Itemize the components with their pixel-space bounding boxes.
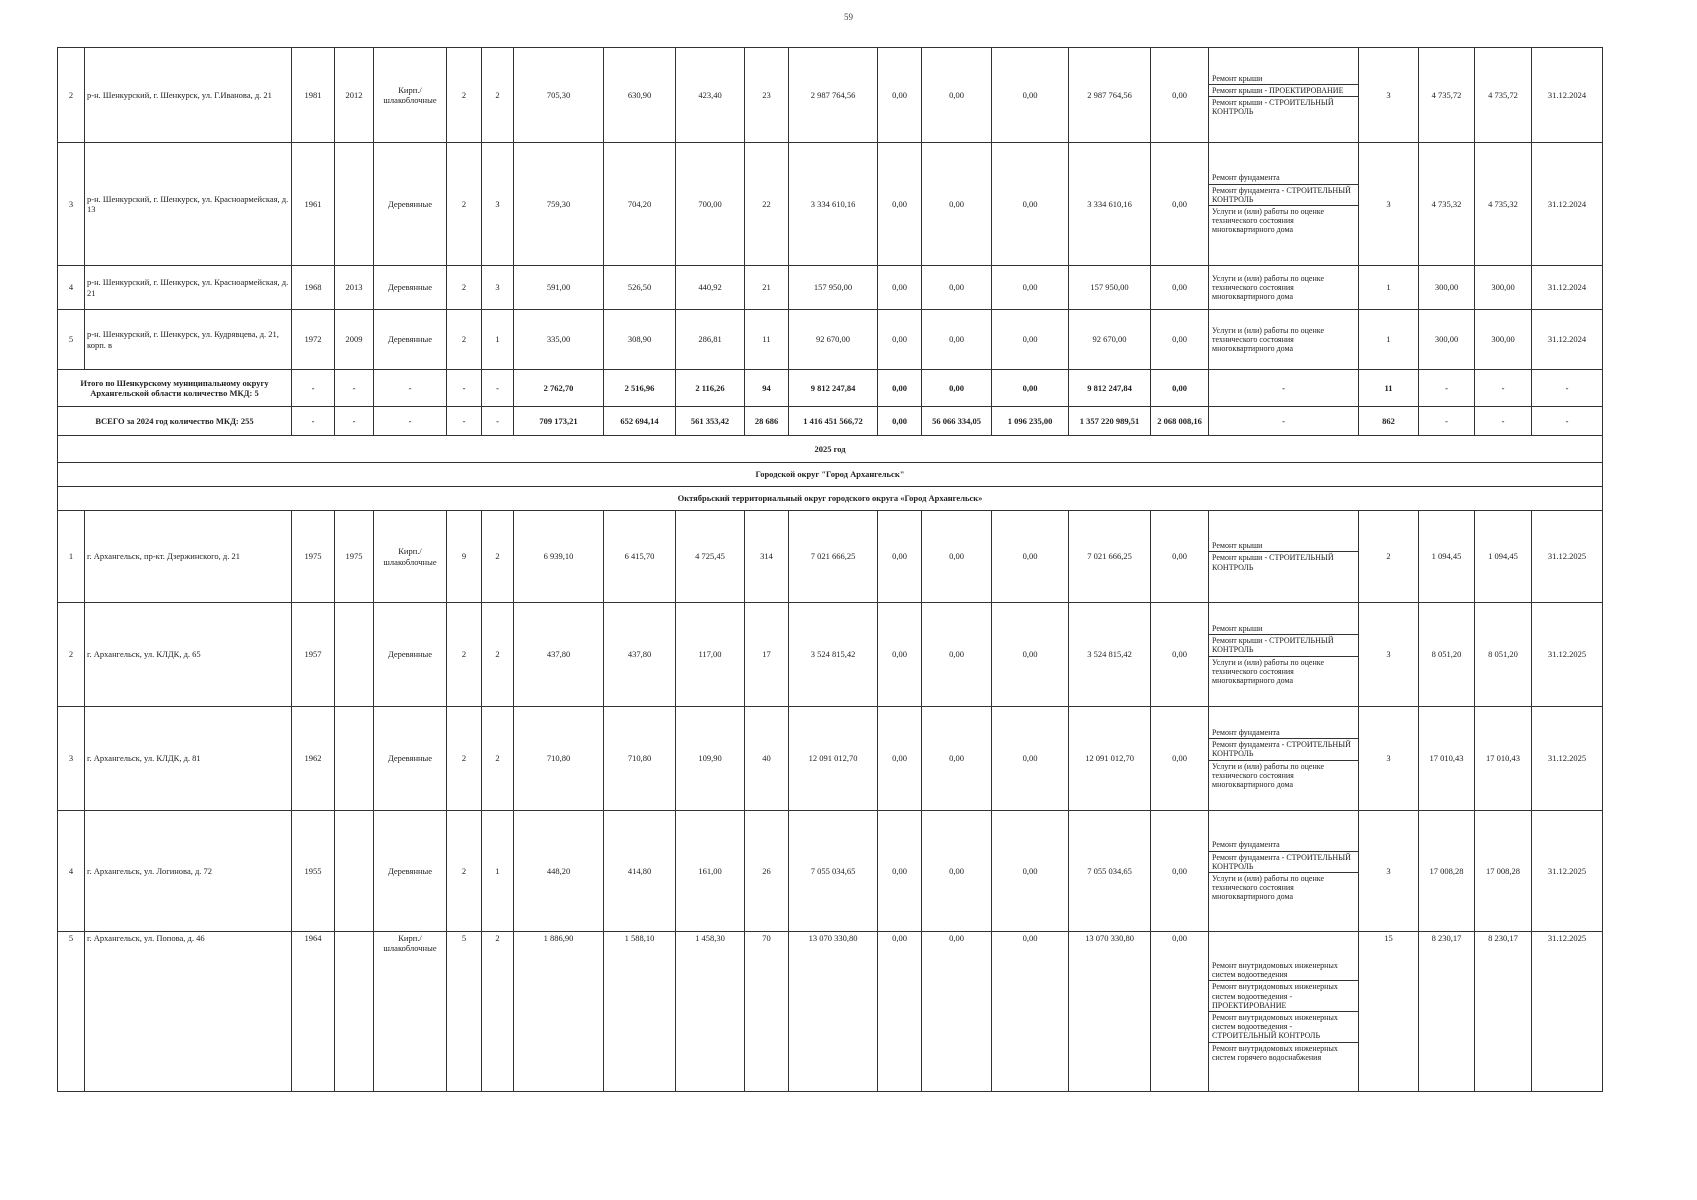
dash-cell: -	[292, 370, 335, 407]
dash-cell: -	[1532, 370, 1603, 407]
entrances-cell: 3	[482, 266, 514, 310]
residents-cell: 26	[745, 811, 789, 932]
deadline-cell: 31.12.2025	[1532, 932, 1603, 1092]
residents-cell: 28 686	[745, 407, 789, 436]
residents-cell: 70	[745, 932, 789, 1092]
limit-per-m2-cell: 4 735,32	[1475, 143, 1532, 266]
works-count-cell: 11	[1359, 370, 1419, 407]
cost-total-cell: 2 987 764,56	[789, 48, 878, 143]
year-band: 2025 год	[58, 436, 1603, 463]
dash-cell: -	[335, 407, 374, 436]
works-list	[1209, 172, 1358, 235]
fund-d-cell: 12 091 012,70	[1069, 707, 1151, 811]
total-row	[58, 407, 1603, 436]
row-number: 1	[58, 511, 85, 603]
dash-cell: -	[1475, 407, 1532, 436]
year-renovation-cell	[335, 932, 374, 1092]
deadline-cell: 31.12.2024	[1532, 143, 1603, 266]
table-row	[58, 48, 1603, 143]
cost-per-m2-cell: 300,00	[1419, 310, 1475, 370]
works-list	[1209, 727, 1358, 790]
work-item: Ремонт крыши - ПРОЕКТИРОВАНИЕ	[1209, 85, 1358, 97]
works-cell	[1209, 48, 1359, 143]
row-number: 3	[58, 707, 85, 811]
fund-d-cell: 3 334 610,16	[1069, 143, 1151, 266]
table-row	[58, 310, 1603, 370]
wall-material-cell: Деревянные	[374, 143, 447, 266]
cost-per-m2-cell: 4 735,72	[1419, 48, 1475, 143]
fund-b-cell: 0,00	[922, 707, 992, 811]
year-renovation-cell	[335, 603, 374, 707]
area-total-cell: 437,80	[514, 603, 604, 707]
row-number: 4	[58, 266, 85, 310]
fund-a-cell: 0,00	[878, 511, 922, 603]
work-item: Ремонт фундамента - СТРОИТЕЛЬНЫЙ КОНТРОЛЬ	[1209, 739, 1358, 760]
row-number: 5	[58, 932, 85, 1092]
table-row	[58, 811, 1603, 932]
fund-b-cell: 0,00	[922, 811, 992, 932]
floors-cell: 9	[447, 511, 482, 603]
wall-material-cell: Деревянные	[374, 266, 447, 310]
dash-cell: -	[292, 407, 335, 436]
area-living-cell: 526,50	[604, 266, 676, 310]
wall-material-cell: Деревянные	[374, 603, 447, 707]
cost-per-m2-cell: 300,00	[1419, 266, 1475, 310]
fund-b-cell: 0,00	[922, 370, 992, 407]
dash-cell: -	[1209, 370, 1359, 407]
limit-per-m2-cell: 300,00	[1475, 310, 1532, 370]
dash-cell: -	[1532, 407, 1603, 436]
table-row	[58, 266, 1603, 310]
cost-total-cell: 12 091 012,70	[789, 707, 878, 811]
year-built-cell: 1964	[292, 932, 335, 1092]
fund-c-cell: 0,00	[992, 811, 1069, 932]
works-count-cell: 3	[1359, 707, 1419, 811]
area-nonliving-cell: 440,92	[676, 266, 745, 310]
fund-b-cell: 0,00	[922, 603, 992, 707]
works-count-cell: 2	[1359, 511, 1419, 603]
year-renovation-cell: 2012	[335, 48, 374, 143]
cost-total-cell: 3 334 610,16	[789, 143, 878, 266]
deadline-cell: 31.12.2025	[1532, 707, 1603, 811]
year-built-cell: 1975	[292, 511, 335, 603]
fund-e-cell: 2 068 008,16	[1151, 407, 1209, 436]
work-item: Ремонт крыши - СТРОИТЕЛЬНЫЙ КОНТРОЛЬ	[1209, 635, 1358, 656]
deadline-cell: 31.12.2024	[1532, 266, 1603, 310]
work-item: Ремонт крыши	[1209, 73, 1358, 85]
work-item: Ремонт фундамента	[1209, 727, 1358, 739]
year-renovation-cell: 2009	[335, 310, 374, 370]
fund-a-cell: 0,00	[878, 143, 922, 266]
fund-e-cell: 0,00	[1151, 811, 1209, 932]
area-living-cell: 710,80	[604, 707, 676, 811]
area-nonliving-cell: 423,40	[676, 48, 745, 143]
area-living-cell: 308,90	[604, 310, 676, 370]
fund-e-cell: 0,00	[1151, 48, 1209, 143]
area-nonliving-cell: 2 116,26	[676, 370, 745, 407]
year-built-cell: 1957	[292, 603, 335, 707]
row-number: 2	[58, 48, 85, 143]
works-list	[1209, 325, 1358, 355]
floors-cell: 2	[447, 48, 482, 143]
address-cell: р-н. Шенкурский, г. Шенкурск, ул. Г.Иванова, д. 21	[85, 48, 292, 143]
wall-material-cell: Кирп./ шлакоблочные	[374, 932, 447, 1092]
fund-e-cell: 0,00	[1151, 310, 1209, 370]
floors-cell: 2	[447, 143, 482, 266]
deadline-cell: 31.12.2025	[1532, 511, 1603, 603]
fund-b-cell: 0,00	[922, 511, 992, 603]
work-item: Ремонт фундамента	[1209, 172, 1358, 184]
area-nonliving-cell: 117,00	[676, 603, 745, 707]
area-living-cell: 437,80	[604, 603, 676, 707]
address-cell: р-н. Шенкурский, г. Шенкурск, ул. Красноармейская, д. 13	[85, 143, 292, 266]
works-list	[1209, 540, 1358, 573]
fund-e-cell: 0,00	[1151, 511, 1209, 603]
dash-cell: -	[482, 407, 514, 436]
floors-cell: 2	[447, 811, 482, 932]
entrances-cell: 2	[482, 707, 514, 811]
dash-cell: -	[1419, 407, 1475, 436]
works-cell	[1209, 310, 1359, 370]
row-number: 5	[58, 310, 85, 370]
cost-total-cell: 1 416 451 566,72	[789, 407, 878, 436]
work-item: Ремонт фундамента	[1209, 839, 1358, 851]
address-cell: г. Архангельск, пр-кт. Дзержинского, д. 21	[85, 511, 292, 603]
work-item: Услуги и (или) работы по оценке технического состояния многоквартирного дома	[1212, 273, 1324, 302]
floors-cell: 2	[447, 707, 482, 811]
wall-material-cell: Деревянные	[374, 310, 447, 370]
area-nonliving-cell: 161,00	[676, 811, 745, 932]
entrances-cell: 1	[482, 310, 514, 370]
residents-cell: 40	[745, 707, 789, 811]
cost-per-m2-cell: 8 051,20	[1419, 603, 1475, 707]
address-cell: г. Архангельск, ул. Попова, д. 46	[85, 932, 292, 1092]
year-built-cell: 1972	[292, 310, 335, 370]
fund-a-cell: 0,00	[878, 370, 922, 407]
work-item: Ремонт крыши	[1209, 540, 1358, 552]
works-count-cell: 862	[1359, 407, 1419, 436]
deadline-cell: 31.12.2024	[1532, 48, 1603, 143]
works-list	[1209, 73, 1358, 118]
works-list	[1209, 273, 1358, 303]
cost-per-m2-cell: 4 735,32	[1419, 143, 1475, 266]
work-item: Услуги и (или) работы по оценке технического состояния многоквартирного дома	[1212, 761, 1324, 789]
area-living-cell: 630,90	[604, 48, 676, 143]
fund-b-cell: 0,00	[922, 143, 992, 266]
works-count-cell: 3	[1359, 143, 1419, 266]
works-cell	[1209, 932, 1359, 1092]
fund-a-cell: 0,00	[878, 603, 922, 707]
works-list	[1209, 960, 1358, 1063]
district-band: Октябрьский территориальный округ городского округа «Город Архангельск»	[58, 487, 1603, 511]
works-list	[1209, 839, 1358, 902]
cost-total-cell: 7 055 034,65	[789, 811, 878, 932]
area-total-cell: 2 762,70	[514, 370, 604, 407]
limit-per-m2-cell: 4 735,72	[1475, 48, 1532, 143]
dash-cell: -	[1209, 407, 1359, 436]
section-band-row	[58, 487, 1603, 511]
fund-b-cell: 0,00	[922, 932, 992, 1092]
residents-cell: 11	[745, 310, 789, 370]
fund-c-cell: 0,00	[992, 48, 1069, 143]
fund-a-cell: 0,00	[878, 48, 922, 143]
fund-c-cell: 0,00	[992, 932, 1069, 1092]
work-item: Ремонт крыши - СТРОИТЕЛЬНЫЙ КОНТРОЛЬ	[1212, 98, 1334, 117]
fund-a-cell: 0,00	[878, 707, 922, 811]
table-row	[58, 143, 1603, 266]
fund-a-cell: 0,00	[878, 932, 922, 1092]
limit-per-m2-cell: 8 230,17	[1475, 932, 1532, 1092]
work-item: Ремонт внутридомовых инженерных систем водоотведения - СТРОИТЕЛЬНЫЙ КОНТРОЛЬ	[1209, 1012, 1358, 1043]
limit-per-m2-cell: 1 094,45	[1475, 511, 1532, 603]
works-list	[1209, 623, 1358, 686]
fund-d-cell: 9 812 247,84	[1069, 370, 1151, 407]
cost-total-cell: 9 812 247,84	[789, 370, 878, 407]
address-cell: г. Архангельск, ул. Логинова, д. 72	[85, 811, 292, 932]
floors-cell: 2	[447, 603, 482, 707]
limit-per-m2-cell: 300,00	[1475, 266, 1532, 310]
works-cell	[1209, 143, 1359, 266]
table-row	[58, 603, 1603, 707]
works-cell	[1209, 266, 1359, 310]
area-nonliving-cell: 1 458,30	[676, 932, 745, 1092]
dash-cell: -	[1419, 370, 1475, 407]
residents-cell: 23	[745, 48, 789, 143]
fund-c-cell: 0,00	[992, 310, 1069, 370]
year-renovation-cell: 1975	[335, 511, 374, 603]
works-count-cell: 1	[1359, 310, 1419, 370]
area-living-cell: 6 415,70	[604, 511, 676, 603]
dash-cell: -	[482, 370, 514, 407]
area-living-cell: 652 694,14	[604, 407, 676, 436]
fund-b-cell: 0,00	[922, 266, 992, 310]
floors-cell: 2	[447, 266, 482, 310]
row-number: 3	[58, 143, 85, 266]
floors-cell: 2	[447, 310, 482, 370]
works-count-cell: 3	[1359, 811, 1419, 932]
fund-c-cell: 1 096 235,00	[992, 407, 1069, 436]
wall-material-cell: Кирп./ шлакоблочные	[374, 48, 447, 143]
works-cell	[1209, 511, 1359, 603]
fund-b-cell: 0,00	[922, 48, 992, 143]
works-count-cell: 1	[1359, 266, 1419, 310]
fund-d-cell: 3 524 815,42	[1069, 603, 1151, 707]
area-living-cell: 414,80	[604, 811, 676, 932]
work-item: Услуги и (или) работы по оценке технического состояния многоквартирного дома	[1212, 874, 1324, 902]
dash-cell: -	[447, 407, 482, 436]
works-count-cell: 3	[1359, 603, 1419, 707]
residents-cell: 94	[745, 370, 789, 407]
year-renovation-cell	[335, 707, 374, 811]
deadline-cell: 31.12.2024	[1532, 310, 1603, 370]
work-item: Услуги и (или) работы по оценке технического состояния многоквартирного дома	[1212, 325, 1324, 354]
limit-per-m2-cell: 8 051,20	[1475, 603, 1532, 707]
area-living-cell: 1 588,10	[604, 932, 676, 1092]
residents-cell: 314	[745, 511, 789, 603]
row-number: 2	[58, 603, 85, 707]
entrances-cell: 2	[482, 932, 514, 1092]
fund-e-cell: 0,00	[1151, 143, 1209, 266]
section-band-row	[58, 436, 1603, 463]
work-item: Ремонт внутридомовых инженерных систем водоотведения	[1209, 960, 1358, 981]
floors-cell: 5	[447, 932, 482, 1092]
deadline-cell: 31.12.2025	[1532, 811, 1603, 932]
limit-per-m2-cell: 17 010,43	[1475, 707, 1532, 811]
entrances-cell: 1	[482, 811, 514, 932]
fund-e-cell: 0,00	[1151, 266, 1209, 310]
works-count-cell: 15	[1359, 932, 1419, 1092]
fund-a-cell: 0,00	[878, 310, 922, 370]
fund-d-cell: 7 021 666,25	[1069, 511, 1151, 603]
wall-material-cell: Деревянные	[374, 707, 447, 811]
work-item: Ремонт фундамента - СТРОИТЕЛЬНЫЙ КОНТРОЛЬ	[1209, 185, 1358, 206]
year-built-cell: 1961	[292, 143, 335, 266]
year-renovation-cell	[335, 143, 374, 266]
dash-cell: -	[335, 370, 374, 407]
work-item: Услуги и (или) работы по оценке технического состояния многоквартирного дома	[1212, 657, 1324, 685]
works-cell	[1209, 707, 1359, 811]
wall-material-cell: Деревянные	[374, 811, 447, 932]
fund-c-cell: 0,00	[992, 370, 1069, 407]
address-cell: р-н. Шенкурский, г. Шенкурск, ул. Кудрявцева, д. 21, корп. в	[85, 310, 292, 370]
area-nonliving-cell: 109,90	[676, 707, 745, 811]
fund-c-cell: 0,00	[992, 143, 1069, 266]
fund-c-cell: 0,00	[992, 266, 1069, 310]
fund-e-cell: 0,00	[1151, 932, 1209, 1092]
year-renovation-cell: 2013	[335, 266, 374, 310]
cost-total-cell: 13 070 330,80	[789, 932, 878, 1092]
page-number: 59	[844, 12, 853, 22]
fund-a-cell: 0,00	[878, 266, 922, 310]
table-row	[58, 707, 1603, 811]
dash-cell: -	[374, 370, 447, 407]
dash-cell: -	[447, 370, 482, 407]
cost-per-m2-cell: 1 094,45	[1419, 511, 1475, 603]
cost-per-m2-cell: 17 010,43	[1419, 707, 1475, 811]
section-band-row	[58, 463, 1603, 487]
works-cell	[1209, 811, 1359, 932]
table-row	[58, 932, 1603, 1092]
fund-d-cell: 92 670,00	[1069, 310, 1151, 370]
fund-e-cell: 0,00	[1151, 603, 1209, 707]
works-cell	[1209, 603, 1359, 707]
area-total-cell: 709 173,21	[514, 407, 604, 436]
limit-per-m2-cell: 17 008,28	[1475, 811, 1532, 932]
fund-e-cell: 0,00	[1151, 370, 1209, 407]
cost-total-cell: 157 950,00	[789, 266, 878, 310]
area-nonliving-cell: 700,00	[676, 143, 745, 266]
work-item: Ремонт крыши	[1209, 623, 1358, 635]
area-total-cell: 705,30	[514, 48, 604, 143]
entrances-cell: 2	[482, 48, 514, 143]
area-nonliving-cell: 4 725,45	[676, 511, 745, 603]
fund-b-cell: 0,00	[922, 310, 992, 370]
fund-d-cell: 157 950,00	[1069, 266, 1151, 310]
area-total-cell: 448,20	[514, 811, 604, 932]
dash-cell: -	[1475, 370, 1532, 407]
area-total-cell: 710,80	[514, 707, 604, 811]
work-item: Ремонт фундамента - СТРОИТЕЛЬНЫЙ КОНТРОЛЬ	[1209, 852, 1358, 873]
area-living-cell: 704,20	[604, 143, 676, 266]
work-item: Ремонт крыши - СТРОИТЕЛЬНЫЙ КОНТРОЛЬ	[1212, 553, 1334, 572]
area-nonliving-cell: 286,81	[676, 310, 745, 370]
cost-total-cell: 7 021 666,25	[789, 511, 878, 603]
fund-a-cell: 0,00	[878, 407, 922, 436]
entrances-cell: 2	[482, 603, 514, 707]
cost-total-cell: 92 670,00	[789, 310, 878, 370]
work-item: Ремонт внутридомовых инженерных систем водоотведения - ПРОЕКТИРОВАНИЕ	[1209, 981, 1358, 1012]
year-renovation-cell	[335, 811, 374, 932]
address-cell: р-н. Шенкурский, г. Шенкурск, ул. Красноармейская, д. 21	[85, 266, 292, 310]
cost-total-cell: 3 524 815,42	[789, 603, 878, 707]
subtotal-row	[58, 370, 1603, 407]
fund-d-cell: 2 987 764,56	[1069, 48, 1151, 143]
year-built-cell: 1968	[292, 266, 335, 310]
fund-b-cell: 56 066 334,05	[922, 407, 992, 436]
cost-per-m2-cell: 17 008,28	[1419, 811, 1475, 932]
row-number: 4	[58, 811, 85, 932]
table-body	[58, 48, 1603, 1092]
area-living-cell: 2 516,96	[604, 370, 676, 407]
city-band: Городской округ "Город Архангельск"	[58, 463, 1603, 487]
area-total-cell: 1 886,90	[514, 932, 604, 1092]
residents-cell: 17	[745, 603, 789, 707]
fund-d-cell: 1 357 220 989,51	[1069, 407, 1151, 436]
area-total-cell: 759,30	[514, 143, 604, 266]
works-count-cell: 3	[1359, 48, 1419, 143]
area-nonliving-cell: 561 353,42	[676, 407, 745, 436]
work-item: Ремонт внутридомовых инженерных систем горячего водоснабжения	[1212, 1043, 1338, 1062]
area-total-cell: 6 939,10	[514, 511, 604, 603]
year-built-cell: 1962	[292, 707, 335, 811]
address-cell: г. Архангельск, ул. КЛДК, д. 81	[85, 707, 292, 811]
fund-a-cell: 0,00	[878, 811, 922, 932]
fund-c-cell: 0,00	[992, 707, 1069, 811]
wall-material-cell: Кирп./ шлакоблочные	[374, 511, 447, 603]
cost-per-m2-cell: 8 230,17	[1419, 932, 1475, 1092]
capital-repair-register-table	[57, 47, 1603, 1092]
fund-c-cell: 0,00	[992, 511, 1069, 603]
dash-cell: -	[374, 407, 447, 436]
deadline-cell: 31.12.2025	[1532, 603, 1603, 707]
residents-cell: 21	[745, 266, 789, 310]
subtotal-label: Итого по Шенкурскому муниципальному округу Архангельской области количество МКД: 5	[58, 370, 292, 407]
work-item: Услуги и (или) работы по оценке технического состояния многоквартирного дома	[1212, 207, 1324, 235]
address-cell: г. Архангельск, ул. КЛДК, д. 65	[85, 603, 292, 707]
fund-c-cell: 0,00	[992, 603, 1069, 707]
fund-d-cell: 7 055 034,65	[1069, 811, 1151, 932]
entrances-cell: 3	[482, 143, 514, 266]
area-total-cell: 335,00	[514, 310, 604, 370]
total-label: ВСЕГО за 2024 год количество МКД: 255	[58, 407, 292, 436]
year-built-cell: 1981	[292, 48, 335, 143]
entrances-cell: 2	[482, 511, 514, 603]
area-total-cell: 591,00	[514, 266, 604, 310]
fund-d-cell: 13 070 330,80	[1069, 932, 1151, 1092]
table-row	[58, 511, 1603, 603]
fund-e-cell: 0,00	[1151, 707, 1209, 811]
residents-cell: 22	[745, 143, 789, 266]
year-built-cell: 1955	[292, 811, 335, 932]
